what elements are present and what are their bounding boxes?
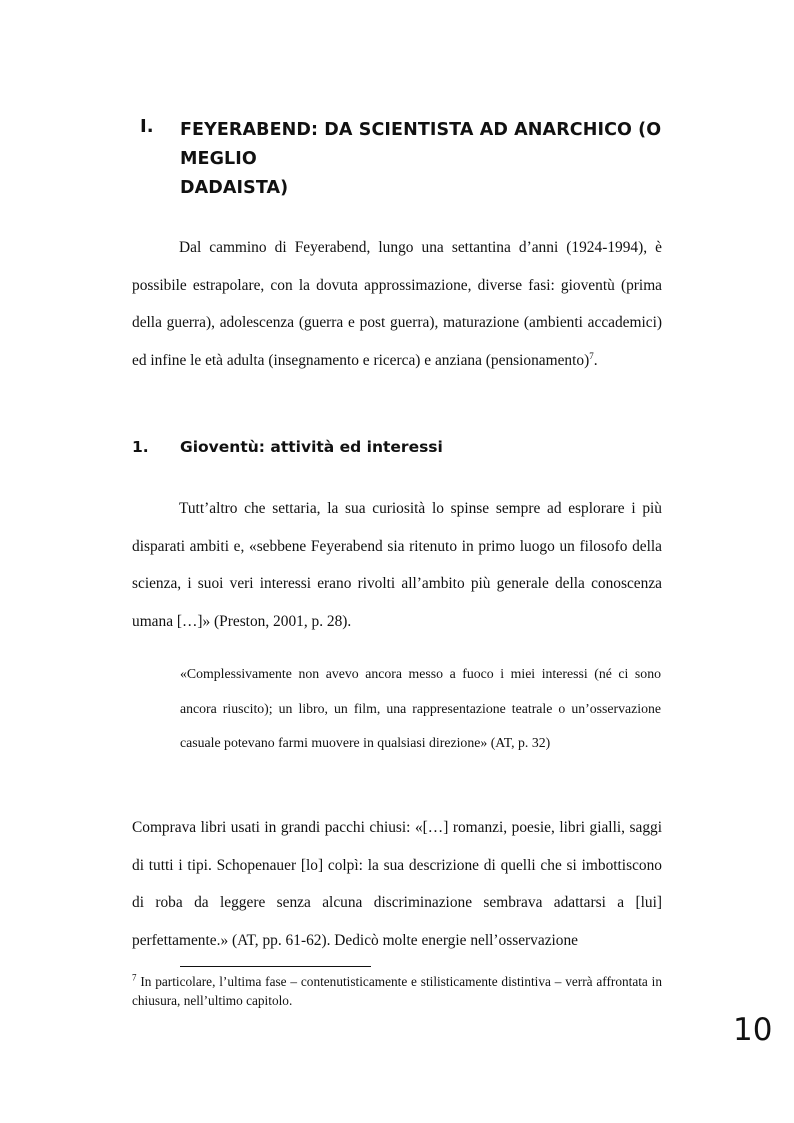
section-number: 1.: [132, 438, 149, 456]
chapter-title-line2: DADAISTA): [180, 178, 289, 198]
chapter-title-line1: FEYERABEND: DA SCIENTISTA AD ANARCHICO (O MEGLIO: [180, 120, 662, 169]
footnote: [132, 972, 662, 1010]
block-quote: «Complessivamente non avevo ancora messo a fuoco i miei interessi (né ci sono ancora riuscito); un libro, un film, una rappresentazione teatrale o un’osservazione casuale potevano farmi muovere in qualsiasi direzione» (AT, p. 32): [180, 666, 661, 750]
page-number: 10: [733, 1012, 773, 1048]
intro-paragraph: [132, 229, 662, 379]
body-paragraph-2: Tutt’altro che settaria, la sua curiosità lo spinse sempre ad esplorare i più disparati ambiti e, «sebbene Feyerabend sia ritenuto in primo luogo un filosofo della scienza, i suoi veri interessi erano rivolti all’ambito più generale della conoscenza umana […]» (Preston, 2001, p. 28).: [132, 500, 662, 630]
footnote-marker: 7: [132, 972, 137, 983]
chapter-title: [180, 116, 680, 203]
section-title: Gioventù: attività ed interessi: [180, 438, 443, 456]
intro-text: Dal cammino di Feyerabend, lungo una settantina d’anni (1924-1994), è possibile estrapolare, con la dovuta approssimazione, diverse fasi: gioventù (prima della guerra), adolescenza (guerra e post guerra), maturazione (ambienti accademici) ed infine le età adulta (insegnamento e ricerca) e anziana (pensionamento): [132, 239, 662, 369]
footnote-divider: [180, 966, 371, 967]
body-paragraph-3: Comprava libri usati in grandi pacchi chiusi: «[…] romanzi, poesie, libri gialli, saggi di tutti i tipi. Schopenauer [lo] colpì: la sua descrizione di quelli che si imbottiscono di roba da leggere senza alcuna discriminazione sembrava adattarsi a [lui] perfettamente.» (AT, pp. 61-62). Dedicò molte energie nell’osservazione: [132, 819, 662, 949]
footnote-reference[interactable]: 7: [589, 350, 594, 361]
section-heading: [132, 438, 662, 464]
intro-end: .: [593, 351, 598, 369]
footnote-text: In particolare, l’ultima fase – contenutisticamente e stilisticamente distintiva – verrà affrontata in chiusura, nell’ultimo capitolo.: [132, 974, 662, 1008]
chapter-number: I.: [140, 116, 154, 137]
